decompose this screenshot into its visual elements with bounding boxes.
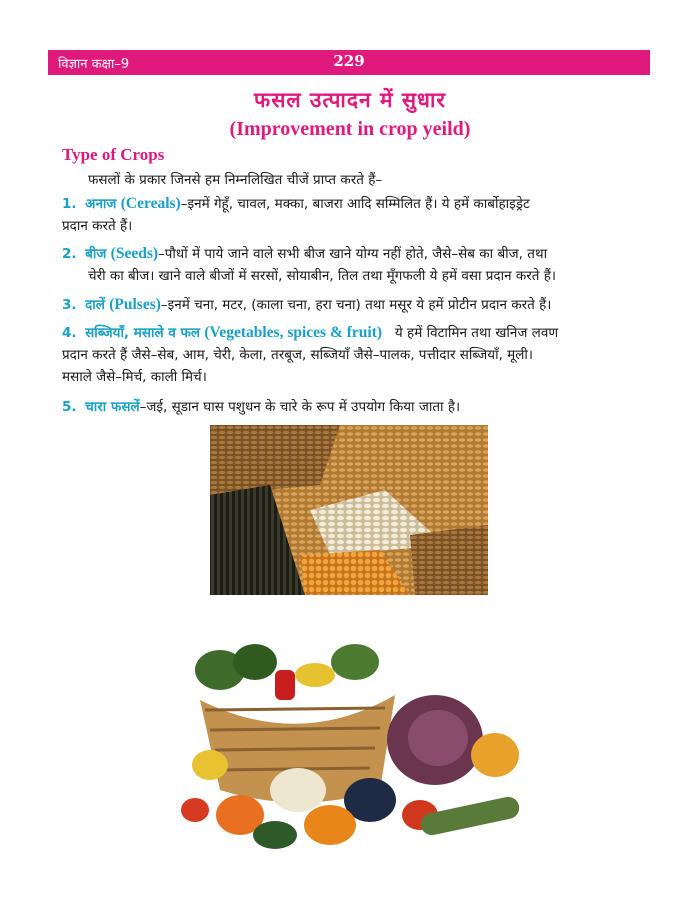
item-number: 4. [62, 325, 77, 341]
intro-paragraph: फसलों के प्रकार जिनसे हम निम्नलिखित चीजें प्राप्त करते हैं– [88, 172, 383, 188]
item-text-line1: –जई, सूडान घास पशुधन के चारे के रूप में उपयोग किया जाता है। [139, 399, 461, 415]
vegetable-basket-photo [180, 640, 525, 850]
subject-class-label: विज्ञान कक्षा–9 [58, 57, 130, 72]
list-item-fodder [62, 396, 640, 418]
item-number: 5. [62, 399, 77, 415]
chapter-title-hindi: फसल उत्पादन में सुधार [254, 88, 446, 112]
item-term-hindi: बीज [85, 246, 107, 262]
item-text-line1: –पौधों में पाये जाने वाले सभी बीज खाने योग्य नहीं होते, जैसे–सेब का बीज, तथा [158, 246, 548, 262]
item-text-line2: प्रदान करते हैं जैसे–सेब, आम, चेरी, केला, तरबूज, सब्जियाँ जैसे–पालक, पत्तीदार सब्जियाँ, मूली। [62, 347, 533, 363]
item-term-hindi: दालें [85, 297, 105, 313]
grains-photo [210, 425, 488, 595]
header-bar [48, 50, 650, 75]
page-number: 229 [333, 52, 365, 70]
section-heading: Type of Crops [62, 145, 165, 164]
item-number: 3. [62, 297, 77, 313]
item-number: 2. [62, 246, 77, 262]
list-item-vegetables [62, 322, 640, 388]
item-term-hindi: सब्जियाँ, मसाले व फल [85, 325, 201, 341]
list-item-pulses [62, 294, 640, 316]
item-text-line1: –इनमें चना, मटर, (काला चना, हरा चना) तथा मसूर ये हमें प्रोटीन प्रदान करते हैं। [160, 297, 552, 313]
list-item-seeds [62, 243, 640, 287]
item-text-line2: चेरी का बीज। खाने वाले बीजों में सरसों, सोयाबीन, तिल तथा मूँगफली ये हमें वसा प्रदान करते हैं। [88, 268, 557, 284]
item-term-hindi: अनाज [85, 196, 117, 212]
chapter-title-english: (Improvement in crop yeild) [229, 118, 471, 140]
item-text-line2: प्रदान करते हैं। [62, 218, 133, 234]
item-text-line3: मसाले जैसे–मिर्च, काली मिर्च। [62, 369, 207, 385]
item-text-line1: –इनमें गेहूँ, चावल, मक्का, बाजरा आदि सम्मिलित हैं। ये हमें कार्बोहाइड्रेट [180, 196, 530, 212]
item-term-english: (Vegetables, spices & fruit) [204, 324, 383, 341]
item-term-english: (Seeds) [110, 245, 159, 262]
item-term-hindi: चारा फसलें [85, 399, 140, 415]
item-number: 1. [62, 196, 77, 212]
item-term-english: (Pulses) [109, 296, 161, 313]
item-term-english: (Cereals) [120, 195, 181, 212]
item-text-line1: ये हमें विटामिन तथा खनिज लवण [394, 325, 559, 341]
list-item-cereals [62, 193, 640, 237]
